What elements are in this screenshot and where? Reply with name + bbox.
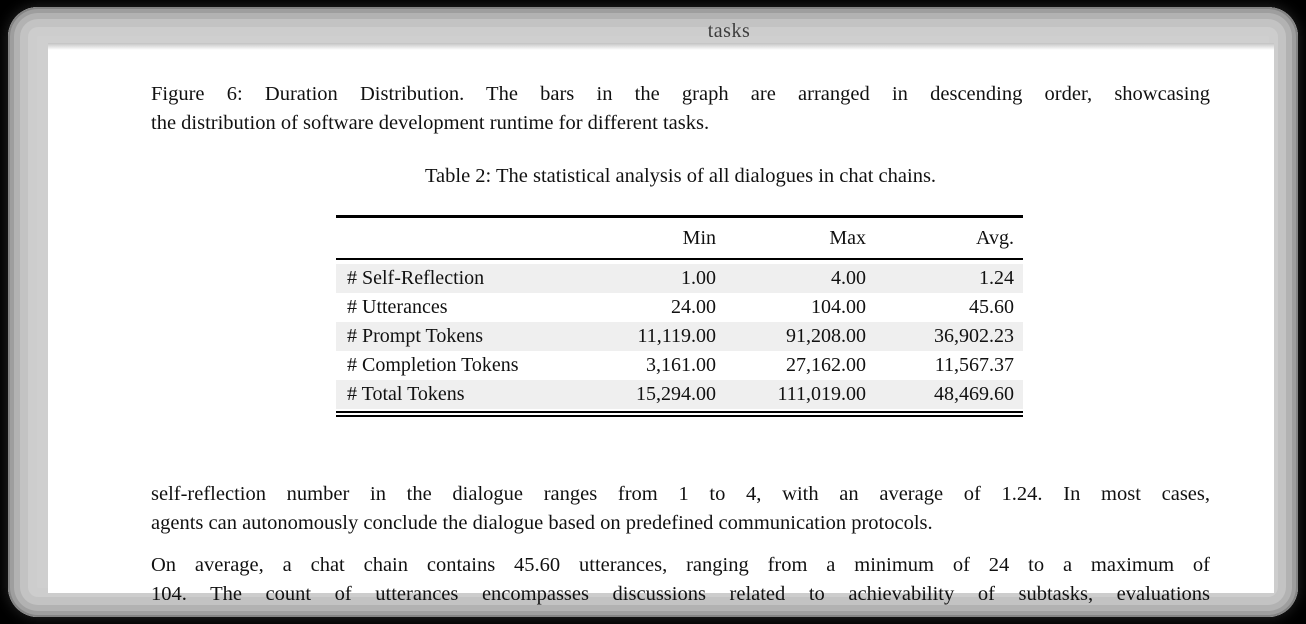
body-paragraph [151, 551, 1210, 609]
table-row [336, 351, 1023, 380]
page-top-shadow [48, 43, 1274, 50]
row-label: # Total Tokens [347, 383, 465, 405]
table-row [336, 293, 1023, 322]
body-paragraph [151, 480, 1210, 538]
table-row [336, 380, 1023, 409]
min-value: 11,119.00 [637, 325, 716, 347]
header-min: Min [682, 226, 716, 249]
paragraph-line: agents can autonomously conclude the dialogue based on predefined communication protocols. [151, 512, 933, 534]
table-caption: Table 2: The statistical analysis of all dialogues in chat chains. [424, 165, 937, 187]
header-avg: Avg. [976, 226, 1014, 249]
max-value: 4.00 [831, 267, 866, 289]
avg-value: 48,469.60 [934, 383, 1014, 405]
max-value: 27,162.00 [786, 354, 866, 376]
stats-table [336, 215, 1023, 417]
table-row [336, 264, 1023, 293]
clipped-axis-label-text: tasks [707, 20, 751, 42]
min-value: 1.00 [681, 267, 716, 289]
avg-value: 45.60 [969, 296, 1014, 318]
avg-value: 36,902.23 [934, 325, 1014, 347]
paragraph-line: On average, a chat chain contains 45.60 utterances, ranging from a minimum of 24 to a maximum of [151, 554, 1210, 576]
row-label: # Completion Tokens [347, 354, 519, 376]
paragraph-line-clipped: 104. The count of utterances encompasses discussions related to achievability of subtasks, evaluations [151, 583, 1210, 605]
max-value: 111,019.00 [777, 383, 866, 405]
paragraph-line: self-reflection number in the dialogue ranges from 1 to 4, with an average of 1.24. In most cases, [151, 483, 1210, 505]
figure-caption-line-2: the distribution of software development runtime for different tasks. [151, 112, 710, 134]
avg-value: 1.24 [979, 267, 1014, 289]
avg-value: 11,567.37 [934, 354, 1014, 376]
table-body [336, 260, 1023, 411]
table-row [336, 322, 1023, 351]
min-value: 3,161.00 [646, 354, 716, 376]
min-value: 15,294.00 [636, 383, 716, 405]
row-label: # Utterances [347, 296, 448, 318]
min-value: 24.00 [671, 296, 716, 318]
app-window [8, 7, 1298, 617]
max-value: 104.00 [811, 296, 866, 318]
table-header-row [336, 218, 1023, 260]
header-max: Max [829, 226, 866, 249]
clipped-chart-axis-label [674, 20, 784, 47]
row-label: # Prompt Tokens [347, 325, 484, 347]
figure-caption [151, 80, 1210, 138]
row-label: # Self-Reflection [347, 267, 485, 289]
max-value: 91,208.00 [786, 325, 866, 347]
paper-page [48, 43, 1274, 605]
figure-caption-line-1: Figure 6: Duration Distribution. The bars in the graph are arranged in descending order, showcasing [151, 83, 1210, 105]
